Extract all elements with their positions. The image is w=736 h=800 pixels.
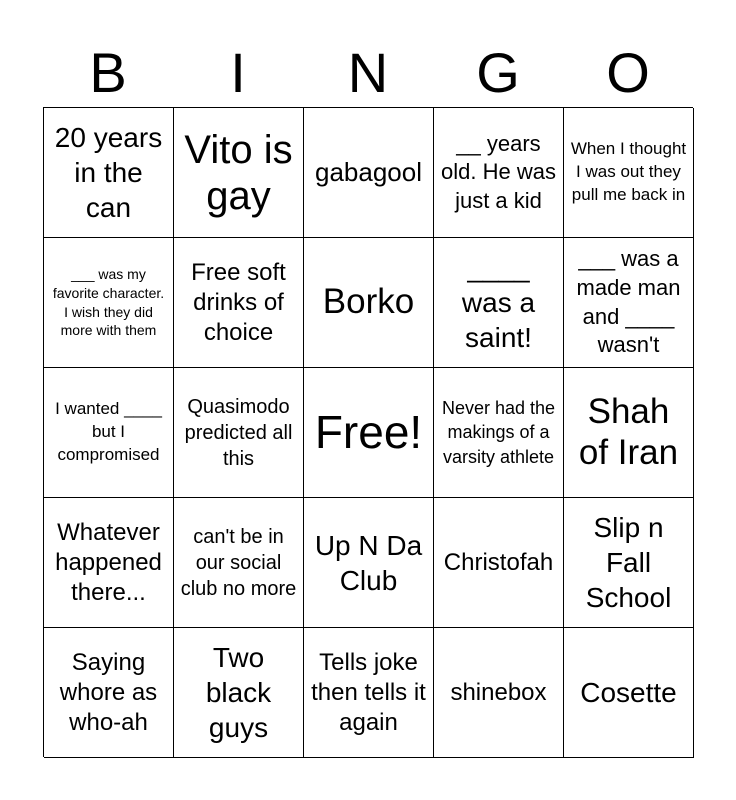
square-text: Never had the makings of a varsity athlete [441, 398, 556, 467]
bingo-square free-square[interactable] [304, 368, 434, 498]
header-letter-i: I [230, 41, 246, 104]
square-text: Free soft drinks of choice [191, 258, 286, 346]
bingo-square[interactable] [174, 628, 304, 758]
square-text: 20 years in the can [54, 122, 163, 223]
bingo-square[interactable] [44, 108, 174, 238]
bingo-header [43, 40, 693, 106]
square-text: Quasimodo predicted all this [184, 395, 293, 470]
square-text: Christofah [443, 548, 554, 576]
header-letter-o: O [606, 41, 650, 104]
square-text: When I thought I was out they pull me back in [570, 139, 687, 204]
bingo-square[interactable] [304, 238, 434, 368]
bingo-square[interactable] [564, 498, 694, 628]
square-text: Two black guys [205, 642, 272, 743]
bingo-square[interactable] [304, 108, 434, 238]
square-text: Borko [322, 282, 415, 322]
square-text: Cosette [580, 677, 677, 708]
square-text: Vito is gay [184, 127, 293, 218]
square-text: Free! [314, 406, 423, 459]
bingo-square[interactable] [434, 498, 564, 628]
bingo-square[interactable] [44, 238, 174, 368]
square-text: Shah of Iran [578, 392, 679, 472]
header-letter-g: G [476, 41, 520, 104]
bingo-square[interactable] [434, 628, 564, 758]
bingo-square[interactable] [434, 238, 564, 368]
square-text: shinebox [450, 678, 547, 706]
bingo-square[interactable] [564, 108, 694, 238]
square-text: Whatever happened there... [55, 518, 162, 606]
bingo-square[interactable] [304, 628, 434, 758]
square-text: Up N Da Club [314, 529, 423, 596]
bingo-card-grid [43, 107, 693, 757]
header-letter-n: N [347, 41, 389, 104]
bingo-square[interactable] [44, 498, 174, 628]
square-text: ____ was a saint! [461, 252, 536, 353]
square-text: can't be in our social club no more [180, 525, 297, 600]
bingo-square[interactable] [564, 628, 694, 758]
bingo-square[interactable] [174, 108, 304, 238]
square-text: Tells joke then tells it again [311, 648, 426, 736]
header-letter-b: B [89, 41, 127, 104]
square-text: Saying whore as who-ah [59, 648, 158, 736]
bingo-square[interactable] [304, 498, 434, 628]
square-text: ___ was a made man and ____ wasn't [576, 246, 681, 358]
bingo-square[interactable] [44, 368, 174, 498]
bingo-square[interactable] [44, 628, 174, 758]
bingo-square[interactable] [564, 368, 694, 498]
square-text: Slip n Fall School [585, 512, 672, 613]
square-text: __ years old. He was just a kid [441, 130, 556, 213]
bingo-square[interactable] [434, 108, 564, 238]
square-text: ___ was my favorite character. I wish they did more with them [52, 265, 165, 339]
bingo-square[interactable] [174, 368, 304, 498]
bingo-square[interactable] [564, 238, 694, 368]
bingo-square[interactable] [174, 498, 304, 628]
square-text: gabagool [315, 156, 422, 187]
bingo-square[interactable] [174, 238, 304, 368]
square-text: I wanted ____ but I compromised [55, 399, 162, 464]
bingo-square[interactable] [434, 368, 564, 498]
